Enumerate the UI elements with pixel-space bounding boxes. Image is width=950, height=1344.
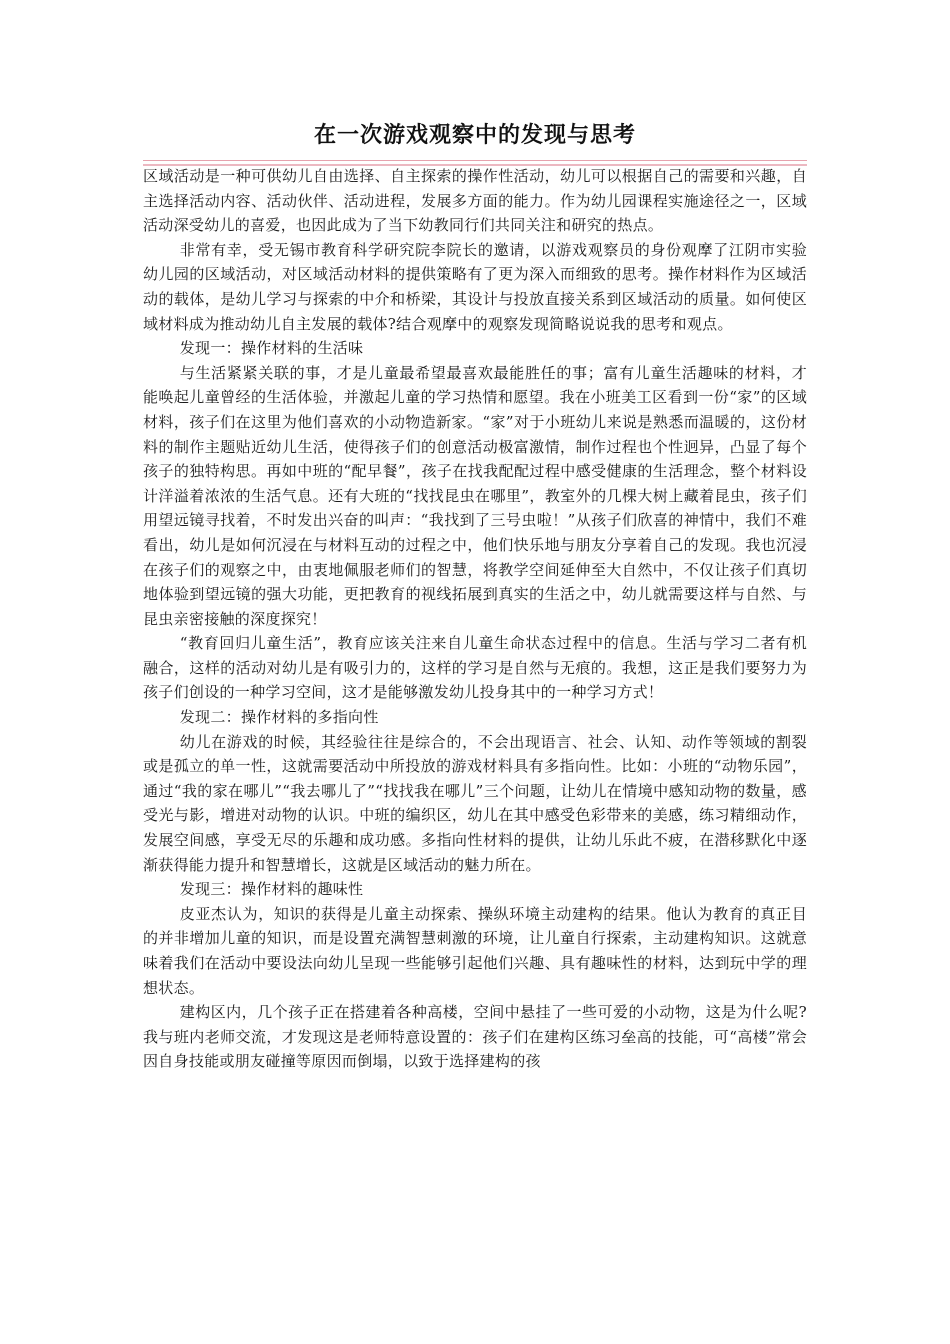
section-heading-finding-one: 发现一：操作材料的生活味 <box>179 339 364 358</box>
section-heading-finding-two: 发现二：操作材料的多指向性 <box>179 708 379 727</box>
paragraph-finding-three-example: 建构区内，几个孩子正在搭建着各种高楼，空间中悬挂了一些可爱的小动物，这是为什么呢?我与班内老师交流，才发现这是老师特意设置的：孩子们在建构区练习垒高的技能，可“高楼”常会因自身技能或朋友碰撞等原因而倒塌，以致于选择建构的孩 <box>143 1003 807 1071</box>
title-divider-line <box>143 160 807 161</box>
paragraph-background: 非常有幸，受无锡市教育科学研究院李院长的邀请，以游戏观察员的身份观摩了江阴市实验幼儿园的区域活动，对区域活动材料的提供策略有了更为深入而细致的思考。操作材料作为区域活动的载体，是幼儿学习与探索的中介和桥梁，其设计与投放直接关系到区域活动的质量。如何使区域材料成为推动幼儿自主发展的载体?结合观摩中的观察发现简略说说我的思考和观点。 <box>143 240 807 333</box>
paragraph-intro: 区域活动是一种可供幼儿自由选择、自主探索的操作性活动，幼儿可以根据自己的需要和兴趣，自主选择活动内容、活动伙伴、活动进程，发展多方面的能力。作为幼儿园课程实施途径之一，区域活动深受幼儿的喜爱，也因此成为了当下幼教同行们共同关注和研究的热点。 <box>143 167 807 235</box>
paragraph-finding-three-theory: 皮亚杰认为，知识的获得是儿童主动探索、操纵环境主动建构的结果。他认为教育的真正目的并非增加儿童的知识，而是设置充满智慧刺激的环境，让儿童自行探索，主动建构知识。这就意味着我们在活动中要设法向幼儿呈现一些能够引起他们兴趣、具有趣味性的材料，达到玩中学的理想状态。 <box>143 904 807 997</box>
section-heading-finding-three: 发现三：操作材料的趣味性 <box>179 880 364 899</box>
document-body <box>143 164 807 1074</box>
document-title: 在一次游戏观察中的发现与思考 <box>313 123 636 148</box>
paragraph-finding-one-detail: 与生活紧紧关联的事，才是儿童最希望最喜欢最能胜任的事；富有儿童生活趣味的材料，才能唤起儿童曾经的生活体验，并激起儿童的学习热情和愿望。我在小班美工区看到一份“家”的区域材料，孩子们在这里为他们喜欢的小动物造新家。“家”对于小班幼儿来说是熟悉而温暖的，这份材料的制作主题贴近幼儿生活，使得孩子们的创意活动极富激情，制作过程也个性迥异，凸显了每个孩子的独特构思。再如中班的“配早餐”，孩子在找我配配过程中感受健康的生活理念，整个材料设计洋溢着浓浓的生活气息。还有大班的“找找昆虫在哪里”，教室外的几棵大树上藏着昆虫，孩子们用望远镜寻找着，不时发出兴奋的叫声：“我找到了三号虫啦！”从孩子们欣喜的神情中，我们不难看出，幼儿是如何沉浸在与材料互动的过程之中，他们快乐地与朋友分享着自己的发现。我也沉浸在孩子们的观察之中，由衷地佩服老师们的智慧，将教学空间延伸至大自然中，不仅让孩子们真切地体验到望远镜的强大功能，更把教育的视线拓展到真实的生活之中，幼儿就需要这样与自然、与昆虫亲密接触的深度探究！ <box>143 363 807 628</box>
paragraph-finding-two-detail: 幼儿在游戏的时候，其经验往往是综合的，不会出现语言、社会、认知、动作等领域的割裂或是孤立的单一性，这就需要活动中所投放的游戏材料具有多指向性。比如：小班的“动物乐园”，通过“我的家在哪儿”“我去哪儿了”“找找我在哪儿”三个问题，让幼儿在情境中感知动物的数量，感受光与影，增进对动物的认识。中班的编织区，幼儿在其中感受色彩带来的美感，练习精细动作，发展空间感，享受无尽的乐趣和成功感。多指向性材料的提供，让幼儿乐此不疲，在潜移默化中逐渐获得能力提升和智慧增长，这就是区域活动的魅力所在。 <box>143 732 807 874</box>
paragraph-finding-one-reflection: “教育回归儿童生活”，教育应该关注来自儿童生命状态过程中的信息。生活与学习二者有机融合，这样的活动对幼儿是有吸引力的，这样的学习是自然与无痕的。我想，这正是我们要努力为孩子们创设的一种学习空间，这才是能够激发幼儿投身其中的一种学习方式！ <box>143 634 807 702</box>
